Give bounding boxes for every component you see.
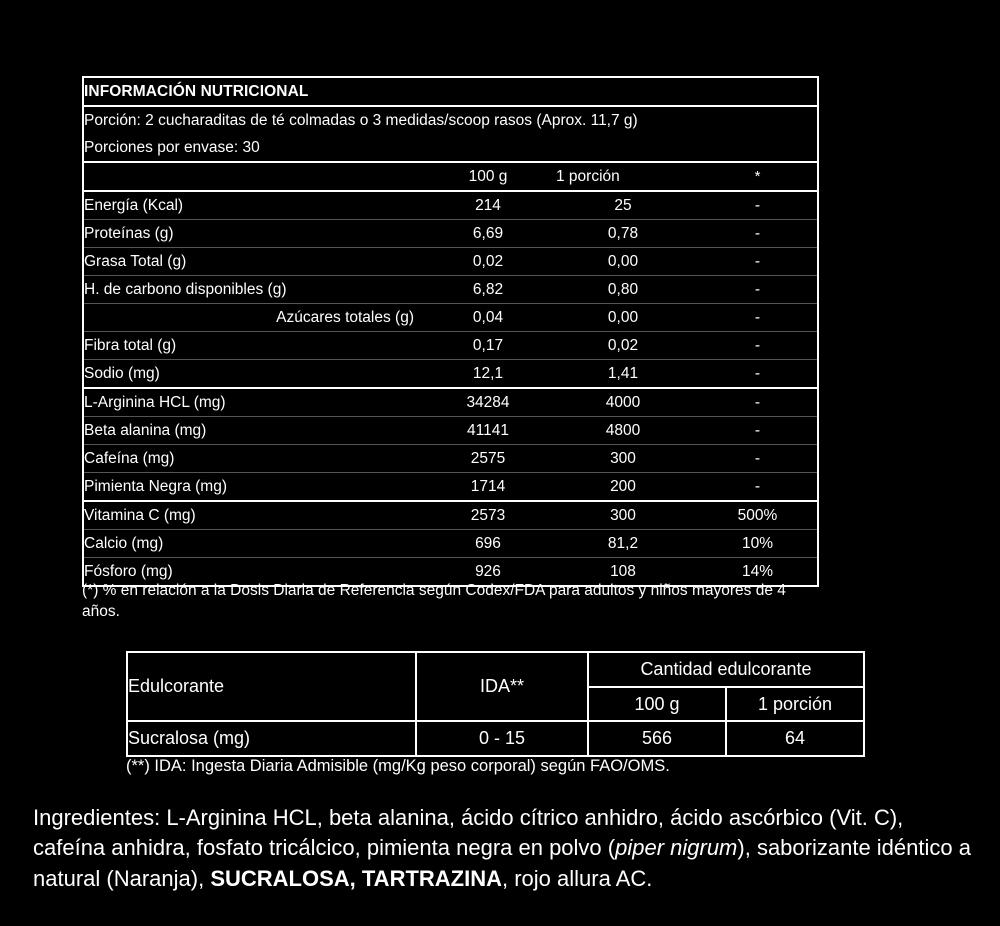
- ingredients-part2: ), saborizante idéntico a natural (Naranja),: [33, 835, 971, 891]
- sweetener-header-100g: 100 g: [588, 687, 726, 721]
- row-value-percent: -: [698, 332, 818, 360]
- table-row: [83, 332, 818, 360]
- row-value-portion: 0,80: [548, 276, 698, 304]
- reference-footnote: (*) % en relación a la Dosis Diaria de Referencia según Codex/FDA para adultos y niños mayores de 4 años.: [82, 582, 786, 620]
- table-row: [83, 276, 818, 304]
- sweetener-header-ida: IDA**: [416, 652, 588, 721]
- row-label: Pimienta Negra (mg): [83, 473, 428, 502]
- row-label: Beta alanina (mg): [83, 417, 428, 445]
- row-value-percent: -: [698, 417, 818, 445]
- row-value-portion: 25: [548, 191, 698, 220]
- row-value-portion: 0,78: [548, 220, 698, 248]
- row-value-100g: 2573: [428, 501, 548, 530]
- row-label: Proteínas (g): [83, 220, 428, 248]
- sweetener-table: [126, 651, 865, 757]
- column-header-percent: *: [698, 162, 818, 191]
- sweetener-value-portion: 64: [726, 721, 864, 756]
- column-header-portion: 1 porción: [548, 162, 698, 191]
- servings-row: [83, 134, 818, 162]
- row-value-percent: -: [698, 191, 818, 220]
- sweetener-header-name: Edulcorante: [127, 652, 416, 721]
- portion-row: [83, 106, 818, 134]
- row-value-percent: -: [698, 473, 818, 502]
- row-value-portion: 0,00: [548, 304, 698, 332]
- row-value-100g: 696: [428, 530, 548, 558]
- row-label: Grasa Total (g): [83, 248, 428, 276]
- row-value-100g: 1714: [428, 473, 548, 502]
- ida-footnote: (**) IDA: Ingesta Diaria Admisible (mg/Kg peso corporal) según FAO/OMS.: [126, 757, 670, 775]
- row-value-100g: 6,69: [428, 220, 548, 248]
- row-value-portion: 0,00: [548, 248, 698, 276]
- table-row: [83, 220, 818, 248]
- table-row: [83, 473, 818, 502]
- row-value-percent: -: [698, 304, 818, 332]
- row-value-percent: -: [698, 360, 818, 389]
- column-header-name: [83, 162, 428, 191]
- row-value-100g: 0,17: [428, 332, 548, 360]
- column-header-100g: 100 g: [428, 162, 548, 191]
- table-row: [83, 304, 818, 332]
- ingredients-part1: L-Arginina HCL, beta alanina, ácido cítrico anhidro, ácido ascórbico (Vit. C), cafeína anhidra, fosfato tricálcico, pimienta negra en polvo (: [33, 805, 904, 861]
- row-value-percent: 10%: [698, 530, 818, 558]
- sweetener-header-quantity: Cantidad edulcorante: [588, 652, 864, 687]
- table-row: [83, 248, 818, 276]
- sweetener-name: Sucralosa (mg): [127, 721, 416, 756]
- portion-text: Porción: 2 cucharaditas de té colmadas o 3 medidas/scoop rasos (Aprox. 11,7 g): [84, 111, 638, 129]
- row-value-100g: 926: [475, 562, 501, 580]
- row-label: H. de carbono disponibles (g): [83, 276, 428, 304]
- table-row: [83, 360, 818, 389]
- row-value-percent: -: [698, 445, 818, 473]
- row-value-100g: 12,1: [428, 360, 548, 389]
- row-value-portion: 4000: [548, 388, 698, 417]
- sweetener-value-100g: 566: [588, 721, 726, 756]
- row-value-portion: 300: [548, 445, 698, 473]
- row-label: Fibra total (g): [83, 332, 428, 360]
- row-label: Energía (Kcal): [83, 191, 428, 220]
- row-value-percent: 500%: [698, 501, 818, 530]
- row-value-percent: -: [698, 388, 818, 417]
- row-value-portion: 200: [548, 473, 698, 502]
- row-label: Sodio (mg): [83, 360, 428, 389]
- nutrition-table-body: [83, 77, 818, 586]
- nutrition-title: INFORMACIÓN NUTRICIONAL: [83, 77, 818, 106]
- ingredients-additives-bold: SUCRALOSA, TARTRAZINA: [210, 865, 502, 891]
- table-row: [83, 445, 818, 473]
- row-value-percent: -: [698, 220, 818, 248]
- sweetener-panel: [126, 651, 865, 757]
- ingredients-part3: , rojo allura AC.: [502, 865, 653, 891]
- ingredients-label: Ingredientes:: [33, 805, 161, 830]
- row-value-portion: 4800: [548, 417, 698, 445]
- sweetener-header-row: [127, 652, 864, 687]
- nutrition-facts-table: [82, 76, 819, 587]
- row-label: Cafeína (mg): [83, 445, 428, 473]
- row-value-portion: 81,2: [548, 530, 698, 558]
- ingredients-species-italic: piper nigrum: [615, 835, 738, 861]
- row-value-percent: -: [698, 248, 818, 276]
- row-value-100g: 0,04: [428, 304, 548, 332]
- row-value-100g: 2575: [428, 445, 548, 473]
- sweetener-table-body: [127, 652, 864, 756]
- sweetener-ida-value: 0 - 15: [416, 721, 588, 756]
- row-label: Vitamina C (mg): [83, 501, 428, 530]
- servings-text: Porciones por envase: 30: [83, 134, 818, 162]
- row-label: Fósforo (mg): [84, 562, 173, 580]
- row-label: Calcio (mg): [83, 530, 428, 558]
- ingredients-paragraph: [33, 803, 978, 894]
- sweetener-header-portion: 1 porción: [726, 687, 864, 721]
- row-label: Azúcares totales (g): [83, 304, 428, 332]
- table-row: [83, 388, 818, 417]
- table-row: [83, 417, 818, 445]
- row-value-100g: 214: [428, 191, 548, 220]
- row-value-percent: 14%: [741, 562, 774, 580]
- table-row: [83, 191, 818, 220]
- table-row: [83, 501, 818, 530]
- row-value-portion: 1,41: [548, 360, 698, 389]
- row-value-100g: 6,82: [428, 276, 548, 304]
- row-label: L-Arginina HCL (mg): [83, 388, 428, 417]
- column-header-row: [83, 162, 818, 191]
- row-value-portion: 0,02: [548, 332, 698, 360]
- table-row: [83, 530, 818, 558]
- row-value-portion: 108: [610, 562, 636, 580]
- row-value-100g: 34284: [428, 388, 548, 417]
- row-value-portion: 300: [548, 501, 698, 530]
- sweetener-data-row: [127, 721, 864, 756]
- nutrition-title-row: [83, 77, 818, 106]
- nutrition-facts-panel: [82, 76, 817, 587]
- row-value-percent: -: [698, 276, 818, 304]
- row-value-100g: 41141: [428, 417, 548, 445]
- row-value-100g: 0,02: [428, 248, 548, 276]
